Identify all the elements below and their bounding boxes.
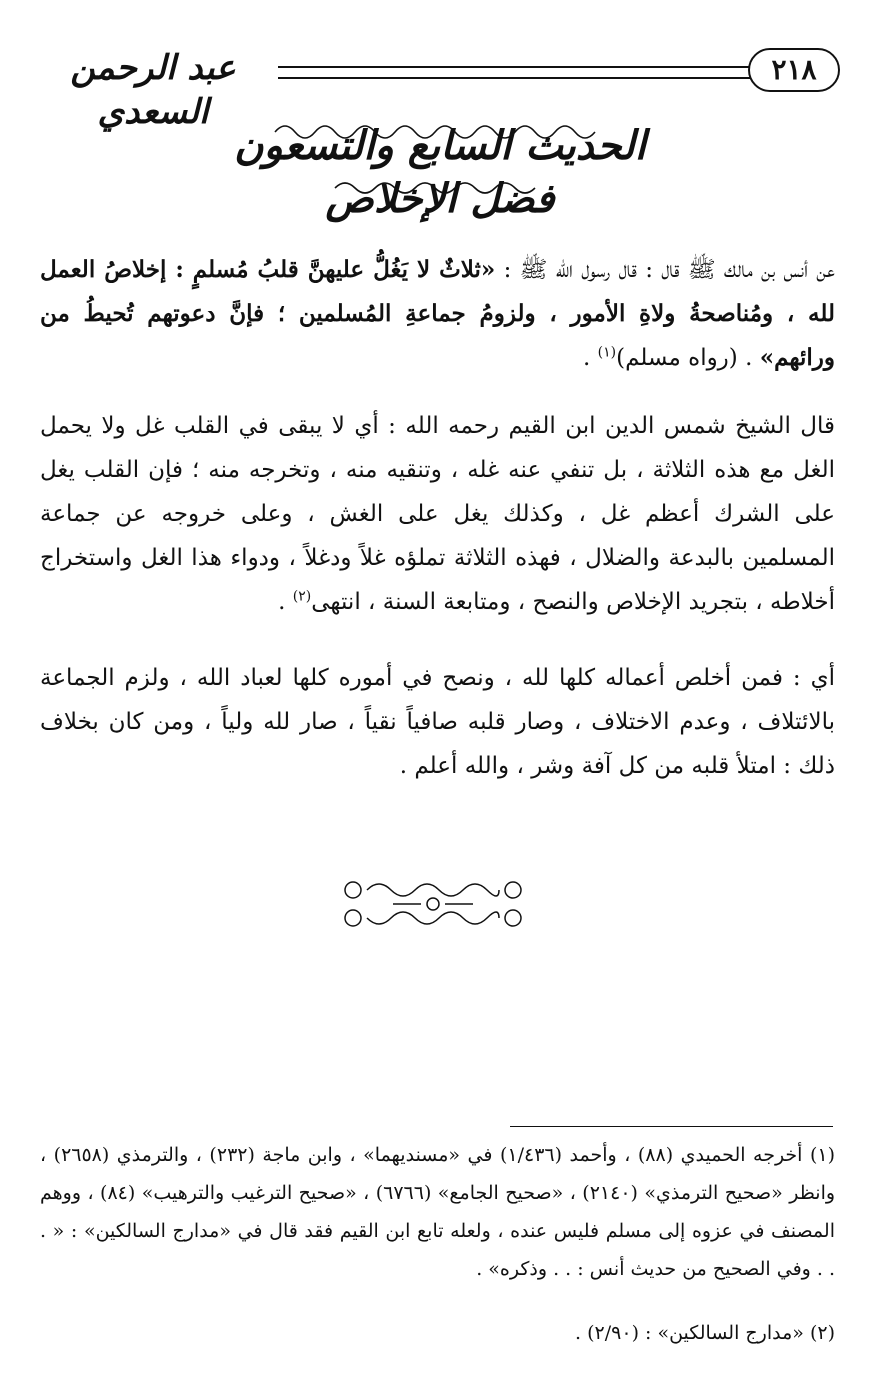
- header-rule: [278, 66, 750, 79]
- footnote-ref-2: (٢): [292, 588, 312, 605]
- commentary-text: قال الشيخ شمس الدين ابن القيم رحمه الله : أي لا يبقى في القلب غل ولا يحمل الغل مع هذه الثلاثة ، بل تنفي عنه غله ، وتنقيه منه ، وتخرجه منه ؛ فإن القلب يغل على الشرك أعظم غل ، وكذلك يغل على الغش ، وعلى خروجه عن جماعة المسلمين بالبدعة والضلال ، فهذه الثلاثة تملؤه غلاً ودغلاً ، ودواء هذا الغل واستخراج أخلاطه ، بتجريد الإخلاص والنصح ، ومتابعة السنة ، انتهى: [40, 413, 835, 615]
- hadith-intro: عن أنس بن مالك ﷺ قال : قال رسول الله ﷺ :: [495, 257, 835, 283]
- footnote-ref-1: (١): [597, 344, 617, 361]
- hadith-title: الحديث السابع والتسعون: [234, 122, 646, 169]
- page-number: ٢١٨: [748, 48, 840, 92]
- commentary-ibn-qayyim: [40, 404, 835, 624]
- commentary-end: .: [278, 589, 293, 615]
- hadith-text: «ثلاثٌ لا يَغُلُّ عليهنَّ قلبُ مُسلمٍ : إخلاصُ العمل لله ، ومُناصحةُ ولاةِ الأمور ، ولزومُ جماعةِ المُسلمين ؛ فإنَّ دعوتهم تُحيطُ من ورائهم»: [40, 256, 835, 371]
- section-divider-ornament: [333, 874, 533, 934]
- footnote-1: (١) أخرجه الحميدي (٨٨) ، وأحمد (١/٤٣٦) في «مسنديهما» ، وابن ماجة (٢٣٢) ، والترمذي (٢٦٥٨) ، وانظر «صحيح الترمذي» (٢١٤٠) ، «صحيح الجامع» (٦٧٦٦) ، «صحيح الترغيب والترهيب» (٨٤) ، ووهم المصنف في عزوه إلى مسلم فليس عنده ، ولعله تابع ابن القيم فقد قال في «مدارج السالكين» : « . . . وفي الصحيح من حديث أنس : . . وذكره» .: [40, 1144, 836, 1280]
- running-head-author: عبد الرحمن السعدي: [70, 48, 236, 132]
- hadith-paragraph: [40, 248, 835, 380]
- hadith-source: . (رواه مسلم): [616, 345, 760, 371]
- footnote-2: (٢) «مدارج السالكين» : (٢/٩٠) .: [575, 1322, 835, 1344]
- author-explanation: أي : فمن أخلص أعماله كلها لله ، ونصح في أموره كلها لعباد الله ، ولزم الجماعة بالائتلاف ، وعدم الاختلاف ، وصار قلبه صافياً نقياً ، صار لله ولياً ، ومن كان بخلاف ذلك : امتلأ قلبه من كل آفة وشر ، والله أعلم .: [40, 665, 835, 779]
- footnote-separator: [510, 1126, 833, 1127]
- page-header: [28, 40, 840, 132]
- chapter-subtitle: فضل الإخلاص: [325, 175, 555, 222]
- hadith-end: .: [583, 345, 598, 371]
